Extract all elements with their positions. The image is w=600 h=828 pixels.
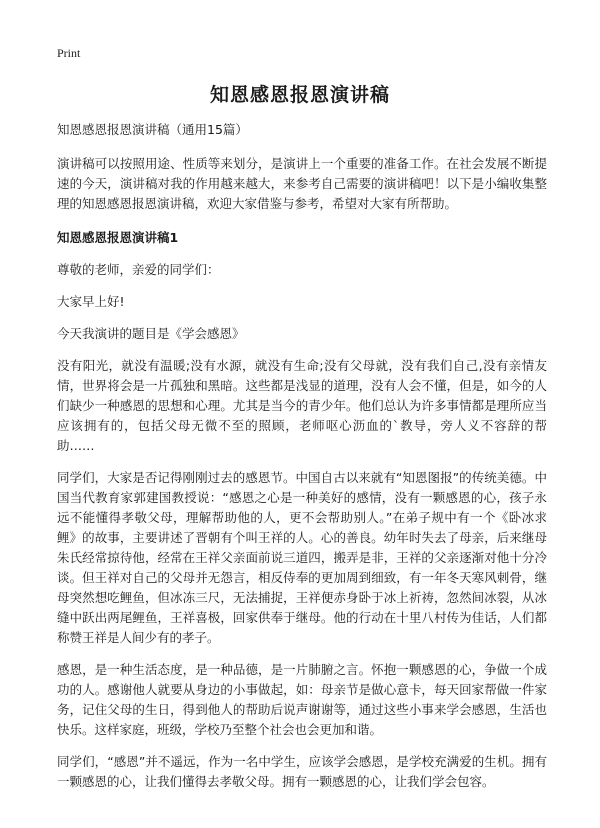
body-paragraph: 同学们，“感恩”并不遥远，作为一名中学生，应该学会感恩，是学校充满爱的生机。拥有一颗感恩的心，让我们懂得去孝敬父母。拥有一颗感恩的心，让我们学会包容。: [57, 754, 547, 789]
topic-paragraph: 今天我演讲的题目是《学会感恩》: [57, 326, 245, 341]
print-link[interactable]: Print: [57, 46, 81, 60]
greeting-paragraph: 大家早上好!: [57, 294, 125, 309]
body-paragraph: 同学们，大家是否记得刚刚过去的感恩节。中国自古以来就有“知恩图报”的传统美德。中国当代教育家郭建国教授说：“感恩之心是一种美好的感情，没有一颗感恩的心，孩子永远不能懂得孝敬父母，理解帮助他的人，更不会帮助别人。”在弟子规中有一个《卧冰求鲤》的故事，主要讲述了晋朝有个叫王祥的人。心的善良。幼年时失去了母亲，后来继母朱氏经常掠待他，经常在王祥父亲面前说三道四，搬弄是非，王祥的父亲逐渐对他十分冷谈。但王祥对自己的父母并无怨言，相反侍奉的更加周到细致，有一年冬天寒风刺骨，继母突然想吃鲤鱼，但冰冻三尺，无法捕捉，王祥便赤身卧于冰上祈祷，忽然间冰裂，从冰缝中跃出两尾鲤鱼，王祥喜极，回家供奉于继母。他的行动在十里八村传为佳话，人们都称赞王祥是人间少有的孝子。: [57, 470, 547, 645]
body-paragraph: 感恩，是一种生活态度，是一种品德，是一片肺腑之言。怀抱一颗感恩的心，争做一个成功的人。感谢他人就要从身边的小事做起，如：母亲节是做心意卡，每天回家帮做一件家务，记住父母的生日，得到他人的帮助后说声谢谢等，通过这些小事来学会感恩，生活也快乐。这样家庭，班级，学校乃至整个社会也会更加和谐。: [57, 662, 547, 737]
salutation-paragraph: 尊敬的老师，亲爱的同学们：: [57, 262, 220, 277]
intro-paragraph: 演讲稿可以按照用途、性质等来划分，是演讲上一个重要的准备工作。在社会发展不断提速的今天，演讲稿对我的作用越来越大，来参考自己需要的演讲稿吧！以下是小编收集整理的知恩感恩报恩演讲稿，欢迎大家借鉴与参考，希望对大家有所帮助。: [57, 156, 547, 211]
section-heading: 知恩感恩报恩演讲稿1: [57, 230, 179, 245]
body-paragraph: 没有阳光，就没有温暖;没有水源，就没有生命;没有父母就，没有我们自己,没有亲情友情，世界将会是一片孤独和黑暗。这些都是浅显的道理，没有人会不懂，但是，如今的人们缺少一种感恩的思想和心理。尤其是当今的青少年。他们总认为许多事情都是理所应当应该拥有的，包括父母无微不至的照顾，老师呕心沥血的`教导，旁人义不容辞的帮助……: [57, 358, 547, 453]
document-subtitle: 知恩感恩报恩演讲稿（通用15篇）: [57, 122, 248, 137]
document-title: 知恩感恩报恩演讲稿: [209, 84, 390, 106]
document-body: [57, 120, 547, 804]
